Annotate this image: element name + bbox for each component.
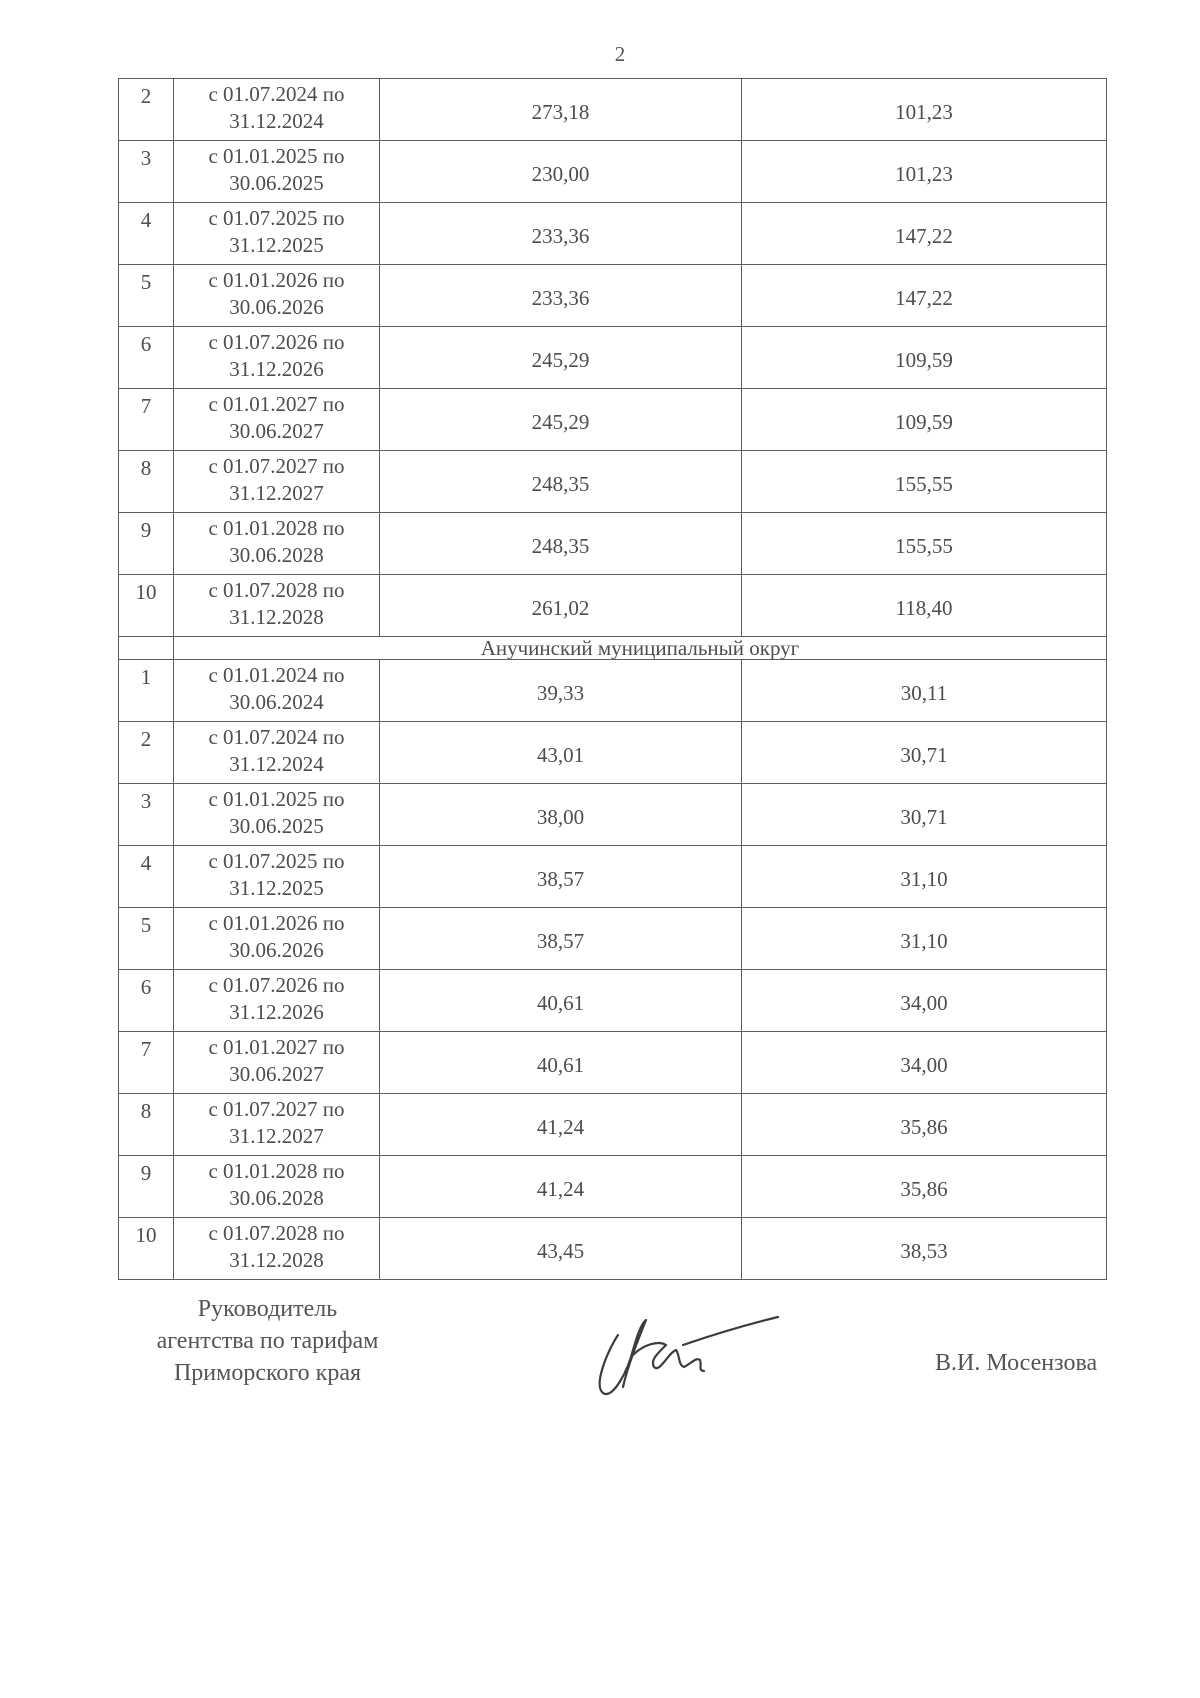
period-cell <box>174 722 380 784</box>
tariff-value-1: 41,24 <box>380 1156 742 1218</box>
period-start: с 01.07.2026 по <box>208 330 345 354</box>
tariff-value-2: 34,00 <box>742 1032 1107 1094</box>
section-row <box>119 637 1107 660</box>
table-row <box>119 203 1107 265</box>
handwritten-signature <box>588 1305 783 1415</box>
row-number: 6 <box>119 970 174 1032</box>
period-cell <box>174 451 380 513</box>
table-row <box>119 265 1107 327</box>
section-row-spacer <box>119 637 174 660</box>
period-end: 30.06.2027 <box>229 419 324 443</box>
period-start: с 01.07.2025 по <box>208 849 345 873</box>
row-number: 6 <box>119 327 174 389</box>
period-end: 30.06.2027 <box>229 1062 324 1086</box>
tariff-value-1: 233,36 <box>380 265 742 327</box>
period-end: 30.06.2026 <box>229 938 324 962</box>
row-number: 2 <box>119 79 174 141</box>
period-cell <box>174 908 380 970</box>
signatory-name: В.И. Мосензова <box>935 1350 1098 1376</box>
period-start: с 01.01.2026 по <box>208 911 345 935</box>
period-start: с 01.07.2028 по <box>208 1221 345 1245</box>
table-row <box>119 846 1107 908</box>
period-cell <box>174 1032 380 1094</box>
period-start: с 01.07.2024 по <box>208 725 345 749</box>
period-start: с 01.01.2025 по <box>208 787 345 811</box>
table-row <box>119 1032 1107 1094</box>
row-number: 10 <box>119 1218 174 1280</box>
period-cell <box>174 327 380 389</box>
tariff-value-2: 30,11 <box>742 660 1107 722</box>
tariff-value-2: 109,59 <box>742 327 1107 389</box>
period-start: с 01.07.2028 по <box>208 578 345 602</box>
period-cell <box>174 970 380 1032</box>
tariff-value-2: 155,55 <box>742 451 1107 513</box>
tariff-value-2: 109,59 <box>742 389 1107 451</box>
row-number: 3 <box>119 141 174 203</box>
table-row <box>119 327 1107 389</box>
row-number: 5 <box>119 908 174 970</box>
tariff-value-1: 230,00 <box>380 141 742 203</box>
tariff-value-1: 43,01 <box>380 722 742 784</box>
period-start: с 01.01.2028 по <box>208 1159 345 1183</box>
row-number: 3 <box>119 784 174 846</box>
table-row <box>119 970 1107 1032</box>
table-row <box>119 660 1107 722</box>
tariff-value-2: 35,86 <box>742 1156 1107 1218</box>
tariff-value-1: 39,33 <box>380 660 742 722</box>
period-cell <box>174 389 380 451</box>
row-number: 4 <box>119 846 174 908</box>
page-number: 2 <box>614 42 626 66</box>
period-start: с 01.01.2028 по <box>208 516 345 540</box>
signatory-position <box>145 1293 390 1389</box>
tariff-value-2: 34,00 <box>742 970 1107 1032</box>
tariff-table-body <box>119 79 1107 1280</box>
tariff-value-2: 30,71 <box>742 784 1107 846</box>
period-end: 30.06.2025 <box>229 814 324 838</box>
row-number: 10 <box>119 575 174 637</box>
period-start: с 01.07.2027 по <box>208 454 345 478</box>
table-row <box>119 722 1107 784</box>
table-row <box>119 513 1107 575</box>
period-cell <box>174 1218 380 1280</box>
period-cell <box>174 79 380 141</box>
row-number: 8 <box>119 1094 174 1156</box>
row-number: 7 <box>119 389 174 451</box>
tariff-value-1: 38,00 <box>380 784 742 846</box>
period-cell <box>174 1094 380 1156</box>
section-title: Анучинский муниципальный округ <box>174 637 1107 660</box>
table-row <box>119 1156 1107 1218</box>
table-row <box>119 141 1107 203</box>
period-end: 30.06.2028 <box>229 1186 324 1210</box>
tariff-value-2: 35,86 <box>742 1094 1107 1156</box>
period-cell <box>174 265 380 327</box>
tariff-value-2: 118,40 <box>742 575 1107 637</box>
tariff-value-2: 31,10 <box>742 908 1107 970</box>
table-row <box>119 908 1107 970</box>
tariff-value-1: 273,18 <box>380 79 742 141</box>
period-end: 31.12.2028 <box>229 605 324 629</box>
tariff-value-1: 41,24 <box>380 1094 742 1156</box>
period-cell <box>174 141 380 203</box>
period-end: 30.06.2028 <box>229 543 324 567</box>
period-cell <box>174 203 380 265</box>
period-end: 31.12.2026 <box>229 357 324 381</box>
period-end: 30.06.2026 <box>229 295 324 319</box>
tariff-value-2: 30,71 <box>742 722 1107 784</box>
tariff-value-2: 101,23 <box>742 79 1107 141</box>
row-number: 8 <box>119 451 174 513</box>
tariff-value-1: 261,02 <box>380 575 742 637</box>
tariff-value-2: 38,53 <box>742 1218 1107 1280</box>
row-number: 2 <box>119 722 174 784</box>
signatory-position-line: Руководитель <box>197 1296 338 1322</box>
period-cell <box>174 784 380 846</box>
signatory-position-line: агентства по тарифам <box>156 1328 379 1354</box>
period-cell <box>174 846 380 908</box>
period-end: 31.12.2025 <box>229 876 324 900</box>
period-end: 30.06.2025 <box>229 171 324 195</box>
tariff-value-2: 147,22 <box>742 203 1107 265</box>
period-end: 31.12.2024 <box>229 109 324 133</box>
period-start: с 01.07.2025 по <box>208 206 345 230</box>
period-start: с 01.01.2025 по <box>208 144 345 168</box>
tariff-value-1: 248,35 <box>380 451 742 513</box>
tariff-value-1: 38,57 <box>380 908 742 970</box>
period-end: 31.12.2025 <box>229 233 324 257</box>
period-start: с 01.07.2024 по <box>208 82 345 106</box>
tariff-value-1: 248,35 <box>380 513 742 575</box>
period-cell <box>174 660 380 722</box>
tariff-value-1: 43,45 <box>380 1218 742 1280</box>
row-number: 1 <box>119 660 174 722</box>
row-number: 9 <box>119 513 174 575</box>
period-end: 31.12.2027 <box>229 1124 324 1148</box>
tariff-value-2: 155,55 <box>742 513 1107 575</box>
tariff-table <box>118 78 1107 1280</box>
period-end: 31.12.2027 <box>229 481 324 505</box>
tariff-value-1: 245,29 <box>380 327 742 389</box>
table-row <box>119 784 1107 846</box>
tariff-value-2: 31,10 <box>742 846 1107 908</box>
period-start: с 01.01.2026 по <box>208 268 345 292</box>
tariff-value-2: 147,22 <box>742 265 1107 327</box>
tariff-value-1: 40,61 <box>380 970 742 1032</box>
tariff-value-1: 40,61 <box>380 1032 742 1094</box>
period-start: с 01.07.2027 по <box>208 1097 345 1121</box>
row-number: 5 <box>119 265 174 327</box>
period-end: 31.12.2024 <box>229 752 324 776</box>
period-cell <box>174 513 380 575</box>
tariff-value-1: 38,57 <box>380 846 742 908</box>
period-end: 31.12.2026 <box>229 1000 324 1024</box>
period-cell <box>174 575 380 637</box>
period-cell <box>174 1156 380 1218</box>
table-row <box>119 575 1107 637</box>
row-number: 7 <box>119 1032 174 1094</box>
period-start: с 01.01.2027 по <box>208 1035 345 1059</box>
table-row <box>119 1218 1107 1280</box>
row-number: 4 <box>119 203 174 265</box>
table-row <box>119 79 1107 141</box>
period-start: с 01.01.2024 по <box>208 663 345 687</box>
period-start: с 01.01.2027 по <box>208 392 345 416</box>
tariff-value-1: 245,29 <box>380 389 742 451</box>
tariff-value-2: 101,23 <box>742 141 1107 203</box>
period-end: 31.12.2028 <box>229 1248 324 1272</box>
table-row <box>119 389 1107 451</box>
period-start: с 01.07.2026 по <box>208 973 345 997</box>
table-row <box>119 451 1107 513</box>
period-end: 30.06.2024 <box>229 690 324 714</box>
signatory-position-line: Приморского края <box>173 1360 362 1386</box>
tariff-value-1: 233,36 <box>380 203 742 265</box>
row-number: 9 <box>119 1156 174 1218</box>
table-row <box>119 1094 1107 1156</box>
